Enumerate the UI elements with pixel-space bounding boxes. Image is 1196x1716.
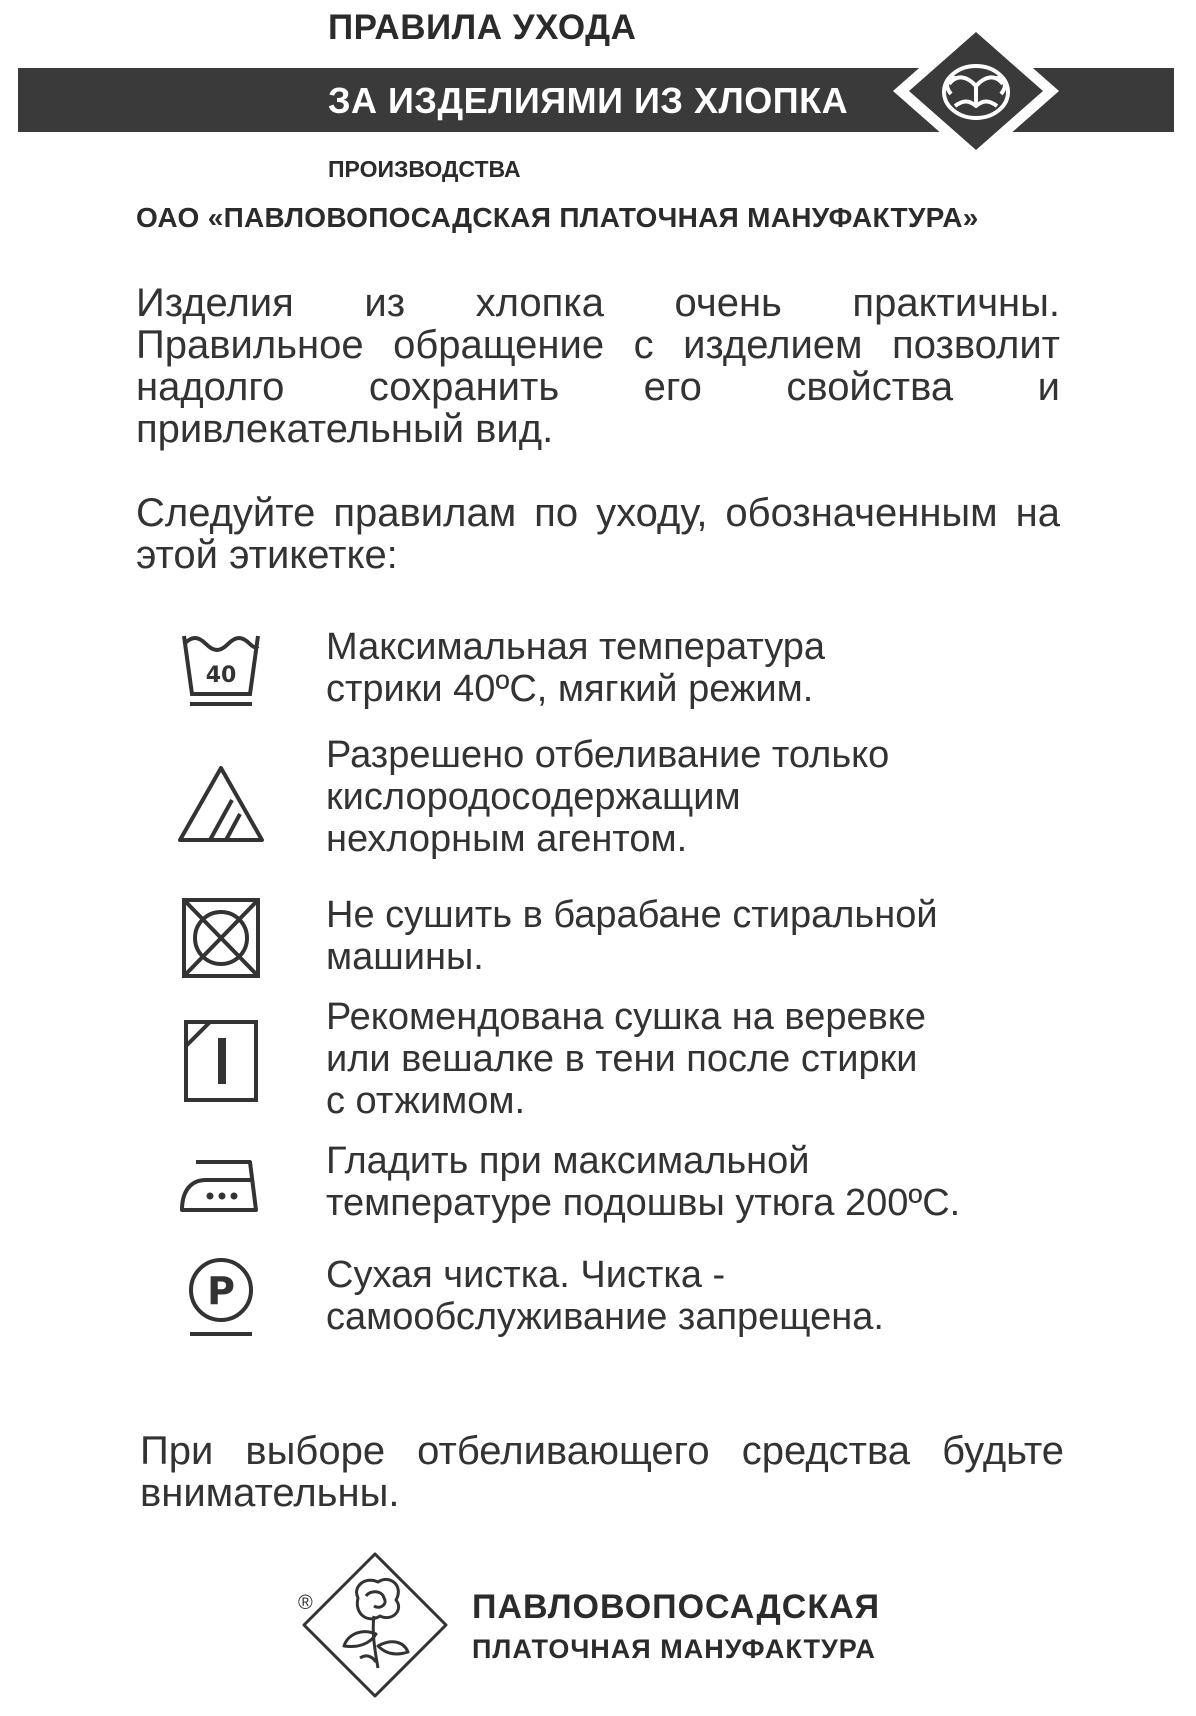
company-name: ОАО «ПАВЛОВОПОСАДСКАЯ ПЛАТОЧНАЯ МАНУФАКТУРА»	[136, 202, 979, 233]
rule-line: или вешалке в тени после стирки	[326, 1038, 918, 1080]
no-tumble-dry-icon	[176, 894, 266, 984]
brand-name-line-2: ПЛАТОЧНАЯ МАНУФАКТУРА	[472, 1634, 876, 1664]
rule-line: кислородосодержащим	[326, 776, 741, 818]
rule-line: Рекомендована сушка на веревке	[326, 996, 926, 1038]
care-rule-iron	[136, 1140, 1060, 1230]
rule-line: Разрешено отбеливание только	[326, 734, 890, 776]
care-rule-wash	[136, 624, 1060, 714]
dry-clean-p-icon	[176, 1254, 266, 1344]
iron-200-icon	[176, 1140, 266, 1230]
dry-clean-letter: P	[207, 1269, 235, 1313]
rule-line: Гладить при максимальной	[326, 1140, 810, 1182]
cotton-flower-icon	[889, 14, 1063, 168]
rule-line: Не сушить в барабане стиральной	[326, 894, 938, 936]
care-rule-line-dry	[136, 996, 1060, 1126]
rose-icon	[300, 1550, 450, 1700]
rule-line: Сухая чистка. Чистка -	[326, 1254, 726, 1296]
registered-mark: ®	[298, 1592, 313, 1614]
care-rule-tumble	[136, 894, 1060, 984]
rule-line: самообслуживание запрещена.	[326, 1296, 884, 1338]
brand-name-line-1: ПАВЛОВОПОСАДСКАЯ	[472, 1588, 881, 1626]
wash-temp-label: 40	[205, 663, 237, 688]
oxygen-bleach-icon	[176, 760, 266, 850]
rule-line: нехлорным агентом.	[326, 818, 688, 860]
care-rule-dry-clean	[136, 1254, 1060, 1344]
rule-line: с отжимом.	[326, 1080, 526, 1122]
title-line-2: ЗА ИЗДЕЛИЯМИ ИЗ ХЛОПКА	[328, 80, 849, 121]
produced-by-label: ПРОИЗВОДСТВА	[328, 156, 521, 182]
rule-line: стрики 40ºС, мягкий режим.	[326, 668, 814, 710]
title-line-1: ПРАВИЛА УХОДА	[328, 8, 637, 47]
cotton-logo	[889, 14, 1063, 168]
rose-logo	[300, 1550, 450, 1700]
warning-paragraph: При выборе отбеливающего средства будьте внимательны.	[140, 1429, 1064, 1515]
follow-paragraph: Следуйте правилам по уходу, обозначенным на этой этикетке:	[136, 491, 1060, 577]
rule-line: Максимальная температура	[326, 626, 826, 668]
line-dry-shade-icon	[176, 1016, 266, 1106]
rule-line: машины.	[326, 936, 484, 978]
intro-paragraph: Изделия из хлопка очень практичны. Правильное обращение с изделием позволит надолго сохранить его свойства и привлекательный вид.	[136, 281, 1060, 451]
care-rule-bleach	[136, 734, 1060, 864]
wash-40-icon	[176, 624, 266, 714]
rule-line: температуре подошвы утюга 200ºС.	[326, 1182, 961, 1224]
